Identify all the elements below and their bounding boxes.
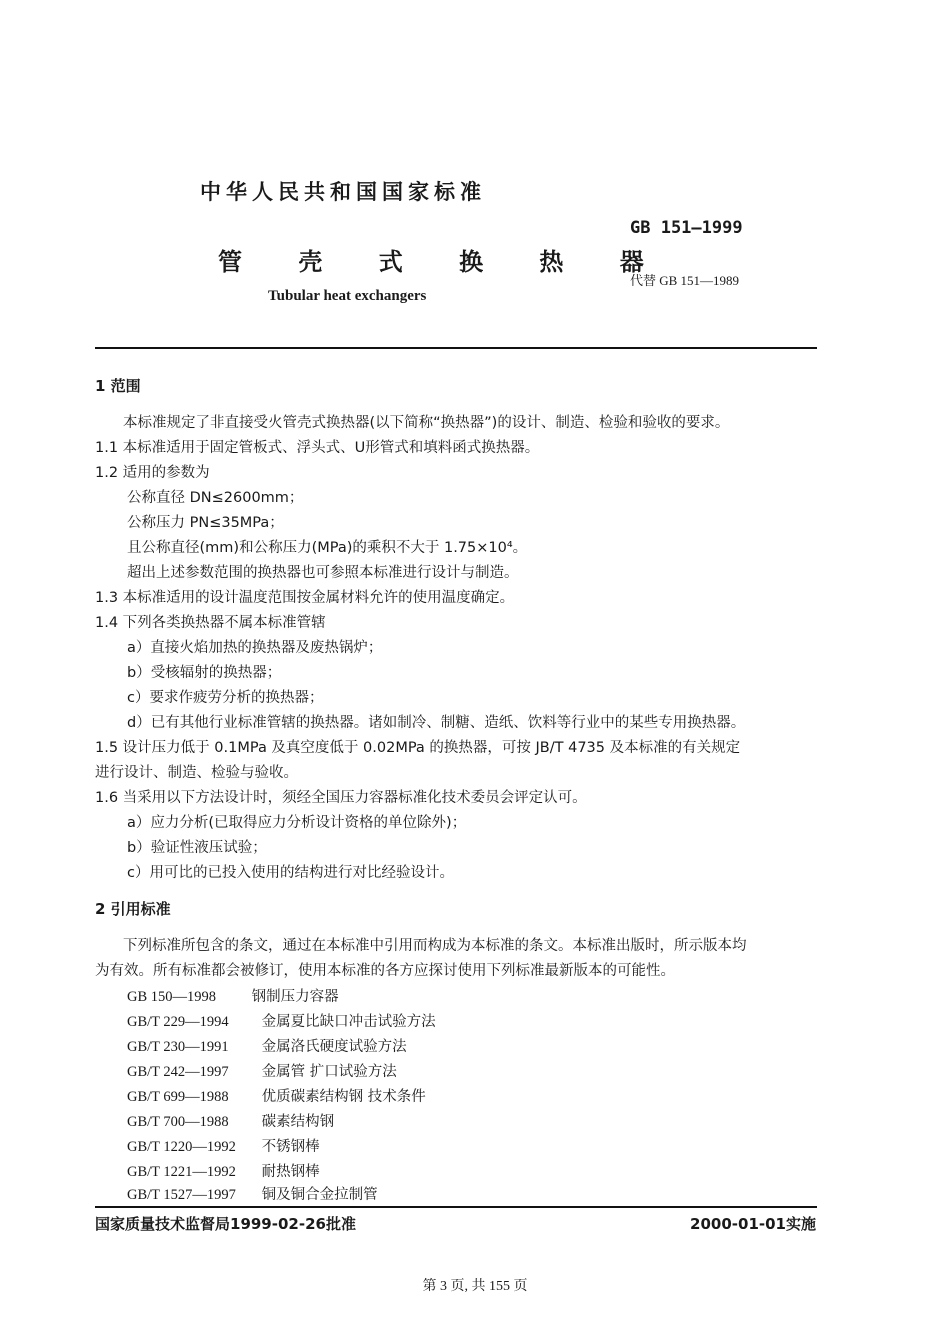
reference-item	[127, 985, 339, 1006]
reference-title: 铜及铜合金拉制管	[261, 1187, 378, 1203]
reference-title: 耐热钢棒	[261, 1164, 320, 1180]
clause-1-4-d: d）已有其他行业标准管辖的换热器。诸如制冷、制糖、造纸、饮料等行业中的某些专用换热器。	[127, 715, 746, 731]
reference-code: GB/T 230—1991	[127, 1039, 229, 1055]
org-title: 中华人民共和国国家标准	[200, 180, 486, 204]
footer-divider	[95, 1206, 817, 1208]
reference-code: GB/T 1220—1992	[127, 1139, 236, 1155]
reference-item	[127, 1010, 436, 1031]
clause-1-2-diameter: 公称直径 DN≤2600mm；	[127, 490, 304, 506]
approval-date: 国家质量技术监督局1999-02-26批准	[95, 1215, 356, 1233]
section-2-heading: 2 引用标准	[95, 900, 171, 918]
clause-1-4: 1.4 下列各类换热器不属本标准管辖	[95, 615, 326, 631]
reference-item	[127, 1160, 320, 1181]
implementation-date: 2000-01-01实施	[690, 1215, 816, 1233]
clause-1-4-c: c）要求作疲劳分析的换热器；	[127, 690, 324, 706]
section-1-heading: 1 范围	[95, 377, 141, 395]
section-2-intro-line1: 下列标准所包含的条文，通过在本标准中引用而构成为本标准的条文。本标准出版时，所示版本均	[123, 938, 747, 954]
clause-1-2: 1.2 适用的参数为	[95, 465, 210, 481]
clause-1-6-c: c）用可比的已投入使用的结构进行对比经验设计。	[127, 865, 454, 881]
section-2-intro-line2: 为有效。所有标准都会被修订，使用本标准的各方应探讨使用下列标准最新版本的可能性。	[95, 963, 675, 979]
replaces-note: 代替 GB 151—1989	[630, 273, 740, 288]
section-1-intro: 本标准规定了非直接受火管壳式换热器(以下简称“换热器”)的设计、制造、检验和验收的要求。	[123, 415, 730, 431]
reference-title: 优质碳素结构钢 技术条件	[261, 1089, 426, 1105]
clause-1-4-b: b）受核辐射的换热器；	[127, 665, 282, 681]
reference-code: GB 150—1998	[127, 989, 217, 1005]
header-divider	[95, 347, 817, 349]
standard-title-cn: 管 壳 式 换 热 器	[218, 248, 668, 276]
reference-code: GB/T 700—1988	[127, 1114, 229, 1130]
clause-1-3: 1.3 本标准适用的设计温度范围按金属材料允许的使用温度确定。	[95, 590, 515, 606]
reference-item	[127, 1183, 378, 1204]
clause-1-6: 1.6 当采用以下方法设计时，须经全国压力容器标准化技术委员会评定认可。	[95, 790, 587, 806]
reference-code: GB/T 699—1988	[127, 1089, 229, 1105]
reference-item	[127, 1110, 334, 1131]
reference-title: 钢制压力容器	[251, 989, 339, 1005]
reference-code: GB/T 242—1997	[127, 1064, 229, 1080]
reference-code: GB/T 1221—1992	[127, 1164, 236, 1180]
reference-item	[127, 1035, 407, 1056]
reference-title: 金属管 扩口试验方法	[261, 1064, 397, 1080]
clause-1-1: 1.1 本标准适用于固定管板式、浮头式、U形管式和填料函式换热器。	[95, 440, 540, 456]
reference-code: GB/T 229—1994	[127, 1014, 229, 1030]
page-number: 第 3 页, 共 155 页	[422, 1279, 528, 1294]
clause-1-2-product: 且公称直径(mm)和公称压力(MPa)的乘积不大于 1.75×10⁴。	[127, 540, 528, 556]
reference-item	[127, 1135, 320, 1156]
clause-1-6-a: a）应力分析(已取得应力分析设计资格的单位除外)；	[127, 815, 467, 831]
reference-item	[127, 1085, 426, 1106]
clause-1-2-extension: 超出上述参数范围的换热器也可参照本标准进行设计与制造。	[127, 565, 519, 581]
standard-code: GB 151—1999	[630, 218, 743, 238]
clause-1-6-b: b）验证性液压试验；	[127, 840, 267, 856]
reference-code: GB/T 1527—1997	[127, 1187, 236, 1203]
reference-item	[127, 1060, 397, 1081]
reference-title: 金属洛氏硬度试验方法	[261, 1039, 407, 1055]
reference-title: 金属夏比缺口冲击试验方法	[261, 1014, 436, 1030]
standard-title-en: Tubular heat exchangers	[268, 288, 427, 304]
clause-1-2-pressure: 公称压力 PN≤35MPa；	[127, 515, 284, 531]
reference-title: 碳素结构钢	[261, 1114, 335, 1130]
clause-1-5-line1: 1.5 设计压力低于 0.1MPa 及真空度低于 0.02MPa 的换热器，可按 JB/T 4735 及本标准的有关规定	[95, 740, 741, 756]
reference-title: 不锈钢棒	[261, 1139, 320, 1155]
clause-1-4-a: a）直接火焰加热的换热器及废热锅炉；	[127, 640, 383, 656]
clause-1-5-line2: 进行设计、制造、检验与验收。	[95, 765, 298, 781]
